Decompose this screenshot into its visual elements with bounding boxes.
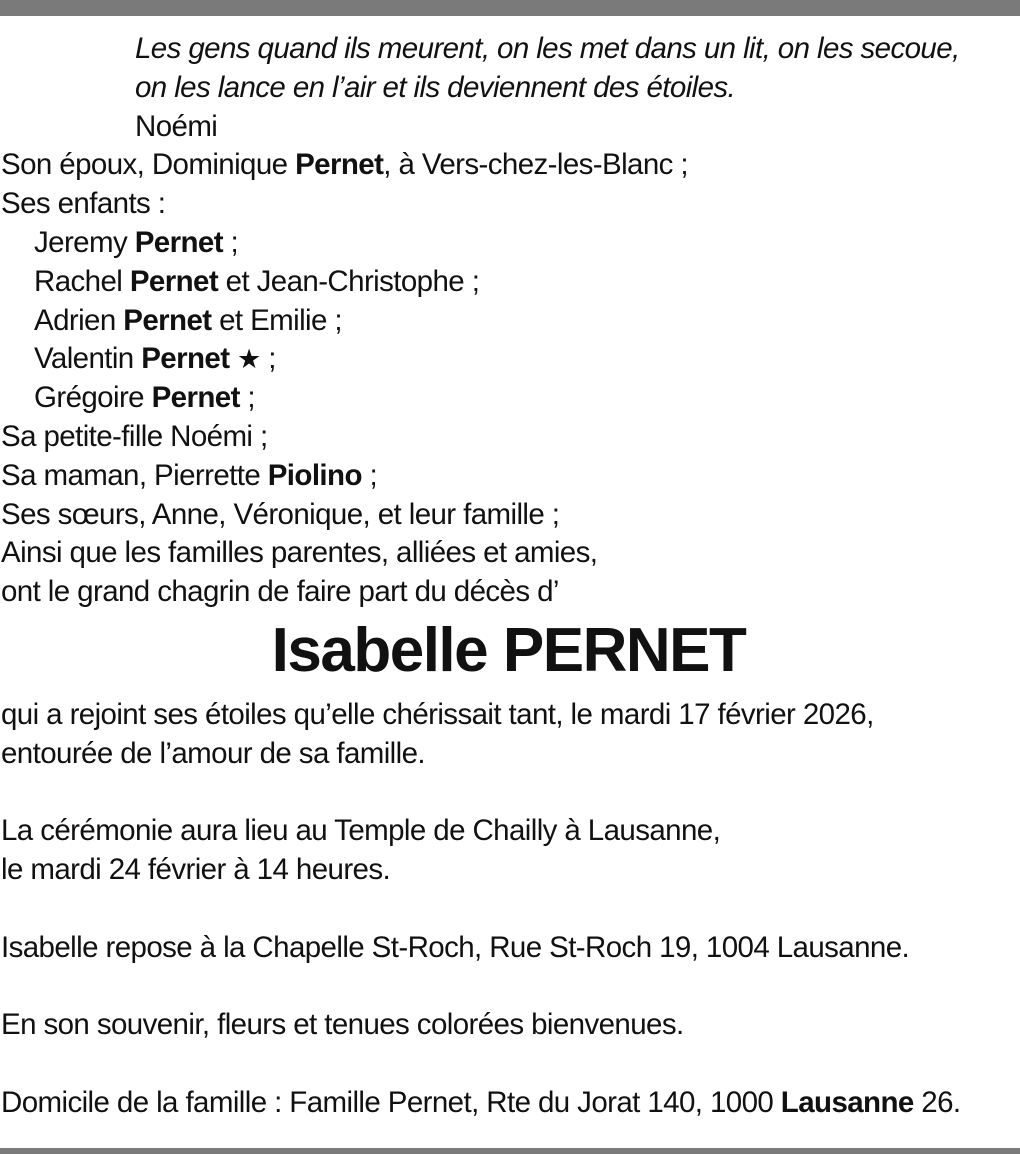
top-border <box>0 0 1020 16</box>
rest-line: Isabelle repose à la Chapelle St-Roch, Rue St-Roch 19, 1004 Lausanne. <box>1 930 910 964</box>
quote-line: on les lance en l’air et ils deviennent des étoiles. <box>135 70 736 104</box>
mother-suffix: ; <box>361 458 378 492</box>
child-firstname: Rachel <box>34 264 130 298</box>
child-line <box>1 379 1016 418</box>
bottom-border <box>0 1148 1020 1154</box>
child-suffix: et Jean-Christophe ; <box>218 264 480 298</box>
child-line <box>1 263 1016 302</box>
epigraph <box>135 30 1016 146</box>
domicile-suffix: 26. <box>913 1085 961 1119</box>
child-firstname: Jeremy <box>34 225 135 259</box>
child-firstname: Adrien <box>34 303 124 337</box>
mother-surname: Piolino <box>267 458 362 492</box>
child-line <box>1 302 1016 341</box>
spouse-line <box>1 146 1016 185</box>
ceremony-line: le mardi 24 février à 14 heures. <box>1 853 391 887</box>
mother-text: Sa maman, Pierrette <box>1 458 268 492</box>
child-suffix: ; <box>222 225 239 259</box>
granddaughter-line: Sa petite-fille Noémi ; <box>1 419 268 453</box>
child-surname: Pernet <box>129 264 219 298</box>
children-heading: Ses enfants : <box>1 187 166 221</box>
star-icon: ★ <box>237 344 261 375</box>
child-surname: Pernet <box>141 342 230 376</box>
child-firstname: Grégoire <box>34 381 152 415</box>
obituary-notice <box>1 30 1016 1123</box>
child-suffix: ; <box>260 342 276 376</box>
spouse-text: Son époux, Dominique <box>1 148 296 182</box>
relatives-line: Ainsi que les familles parentes, alliées et amies, <box>1 536 598 570</box>
memory-line: En son souvenir, fleurs et tenues colorées bienvenues. <box>1 1008 684 1042</box>
child-surname: Pernet <box>151 381 240 415</box>
deceased-name: Isabelle PERNET <box>271 615 746 685</box>
child-suffix: et Emilie ; <box>211 303 343 337</box>
child-line <box>1 340 1016 379</box>
child-surname: Pernet <box>123 303 212 337</box>
spouse-place: , à Vers-chez-les-Blanc ; <box>383 148 689 182</box>
mother-line <box>1 457 1016 496</box>
quote-author: Noémi <box>135 109 218 143</box>
quote-line: Les gens quand ils meurent, on les met dans un lit, on les secoue, <box>135 32 960 65</box>
child-surname: Pernet <box>134 225 223 259</box>
domicile-line <box>1 1084 1016 1123</box>
death-line: qui a rejoint ses étoiles qu’elle chérissait tant, le mardi 17 février 2026, <box>1 697 874 731</box>
spouse-surname: Pernet <box>295 148 384 182</box>
domicile-text: Domicile de la famille : Famille Pernet, Rte du Jorat 140, 1000 <box>1 1085 781 1119</box>
child-line <box>1 224 1016 263</box>
child-firstname: Valentin <box>34 342 142 376</box>
sisters-line: Ses sœurs, Anne, Véronique, et leur famille ; <box>1 497 560 531</box>
death-line: entourée de l’amour de sa famille. <box>1 736 425 770</box>
ceremony-line: La cérémonie aura lieu au Temple de Chailly à Lausanne, <box>1 814 721 848</box>
child-suffix: ; <box>239 381 255 415</box>
domicile-city: Lausanne <box>780 1085 914 1119</box>
announce-line: ont le grand chagrin de faire part du décès d’ <box>1 575 559 609</box>
